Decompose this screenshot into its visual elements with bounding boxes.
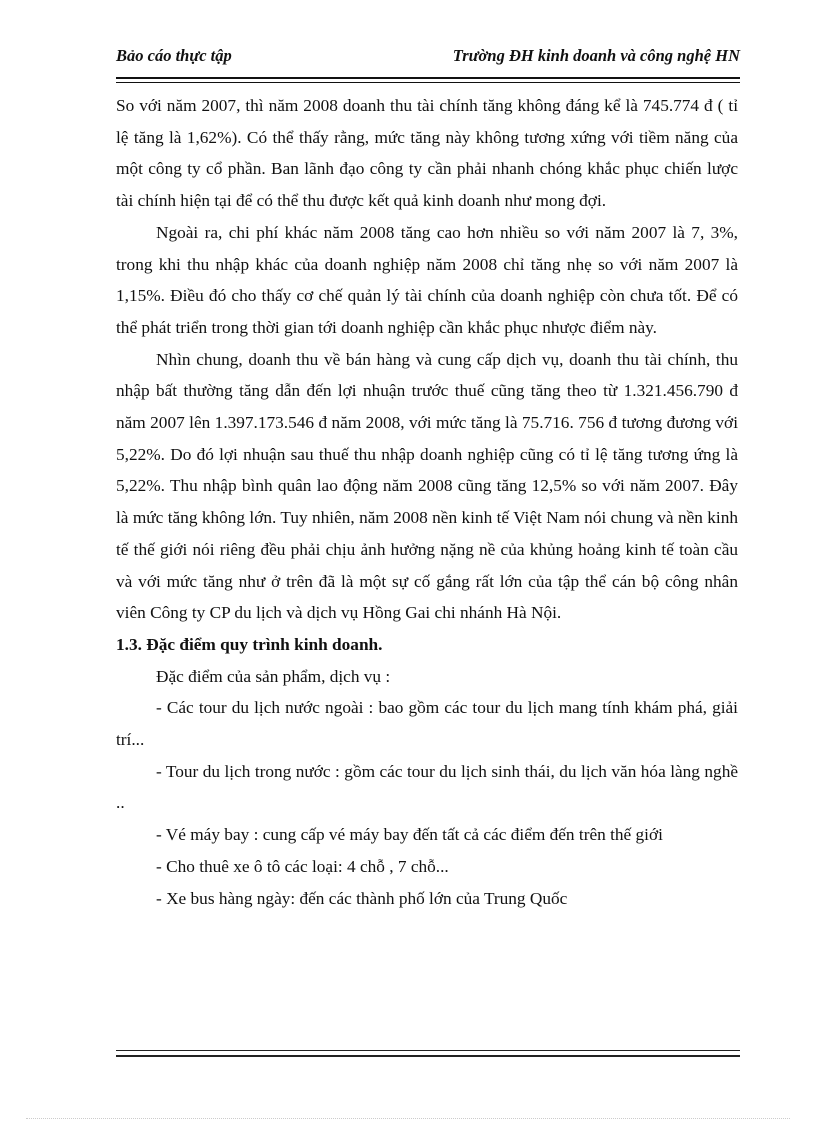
section-heading: 1.3. Đặc điểm quy trình kinh doanh. <box>116 634 383 654</box>
header-report-title: Bảo cáo thực tập <box>116 46 232 65</box>
header-divider <box>116 77 740 83</box>
paragraph-other-costs: Ngoài ra, chi phí khác năm 2008 tăng cao hơn nhiều so với năm 2007 là 7, 3%, trong khi thu nhập khác của doanh nghiệp năm 2008 chỉ tăng nhẹ so với năm 2007 là 1,15%. Điều đó cho thấy cơ chế quản lý tài chính của doanh nghiệp còn chưa tốt. Để có thể phát triển trong thời gian tới doanh nghiệp cần khắc phục nhược điểm này. <box>116 222 738 337</box>
list-item: - Vé máy bay : cung cấp vé máy bay đến tất cả các điểm đến trên thế giới <box>156 825 663 845</box>
header-university: Trường ĐH kinh doanh và công nghệ HN <box>452 46 740 65</box>
document-body <box>116 90 738 914</box>
page-edge-dotted-line <box>26 1118 790 1119</box>
list-item: - Các tour du lịch nước ngoài : bao gồm các tour du lịch mang tính khám phá, giải trí... <box>116 698 738 750</box>
list-item: - Tour du lịch trong nước : gồm các tour du lịch sinh thái, du lịch văn hóa làng nghề .. <box>116 761 738 813</box>
paragraph-financial-revenue: So với năm 2007, thì năm 2008 doanh thu tài chính tăng không đáng kể là 745.774 đ ( tỉ lệ tăng là 1,62%). Có thể thấy rằng, mức tăng này không tương xứng với tiềm năng của một công ty cổ phần. Ban lãnh đạo công ty cần phải nhanh chóng khắc phục chiến lược tài chính hiện tại để có thể thu được kết quả kinh doanh như mong đợi. <box>116 96 738 211</box>
list-item: - Cho thuê xe ô tô các loại: 4 chỗ , 7 chỗ... <box>156 856 449 876</box>
page-header <box>116 46 740 74</box>
section-intro: Đặc điểm của sản phẩm, dịch vụ : <box>156 666 391 686</box>
footer-divider <box>116 1050 740 1057</box>
list-item: - Xe bus hàng ngày: đến các thành phố lớn của Trung Quốc <box>156 888 568 908</box>
paragraph-summary: Nhìn chung, doanh thu về bán hàng và cung cấp dịch vụ, doanh thu tài chính, thu nhập bất thường tăng dẫn đến lợi nhuận trước thuế cũng tăng theo từ 1.321.456.790 đ năm 2007 lên 1.397.173.546 đ năm 2008, với mức tăng là 75.716. 756 đ tương đương với 5,22%. Do đó lợi nhuận sau thuế thu nhập doanh nghiệp cũng có tỉ lệ tăng tương ứng là 5,22%. Thu nhập bình quân lao động năm 2008 cũng tăng 12,5% so với năm 2007. Đây là mức tăng không lớn. Tuy nhiên, năm 2008 nền kinh tế Việt Nam nói chung và nền kinh tế thế giới nói riêng đều phải chịu ảnh hưởng nặng nề của khủng hoảng kinh tế toàn cầu và với mức tăng như ở trên đã là một sự cố gắng rất lớn của tập thể cán bộ công nhân viên Công ty CP du lịch và dịch vụ Hồng Gai chi nhánh Hà Nội. <box>116 349 738 623</box>
